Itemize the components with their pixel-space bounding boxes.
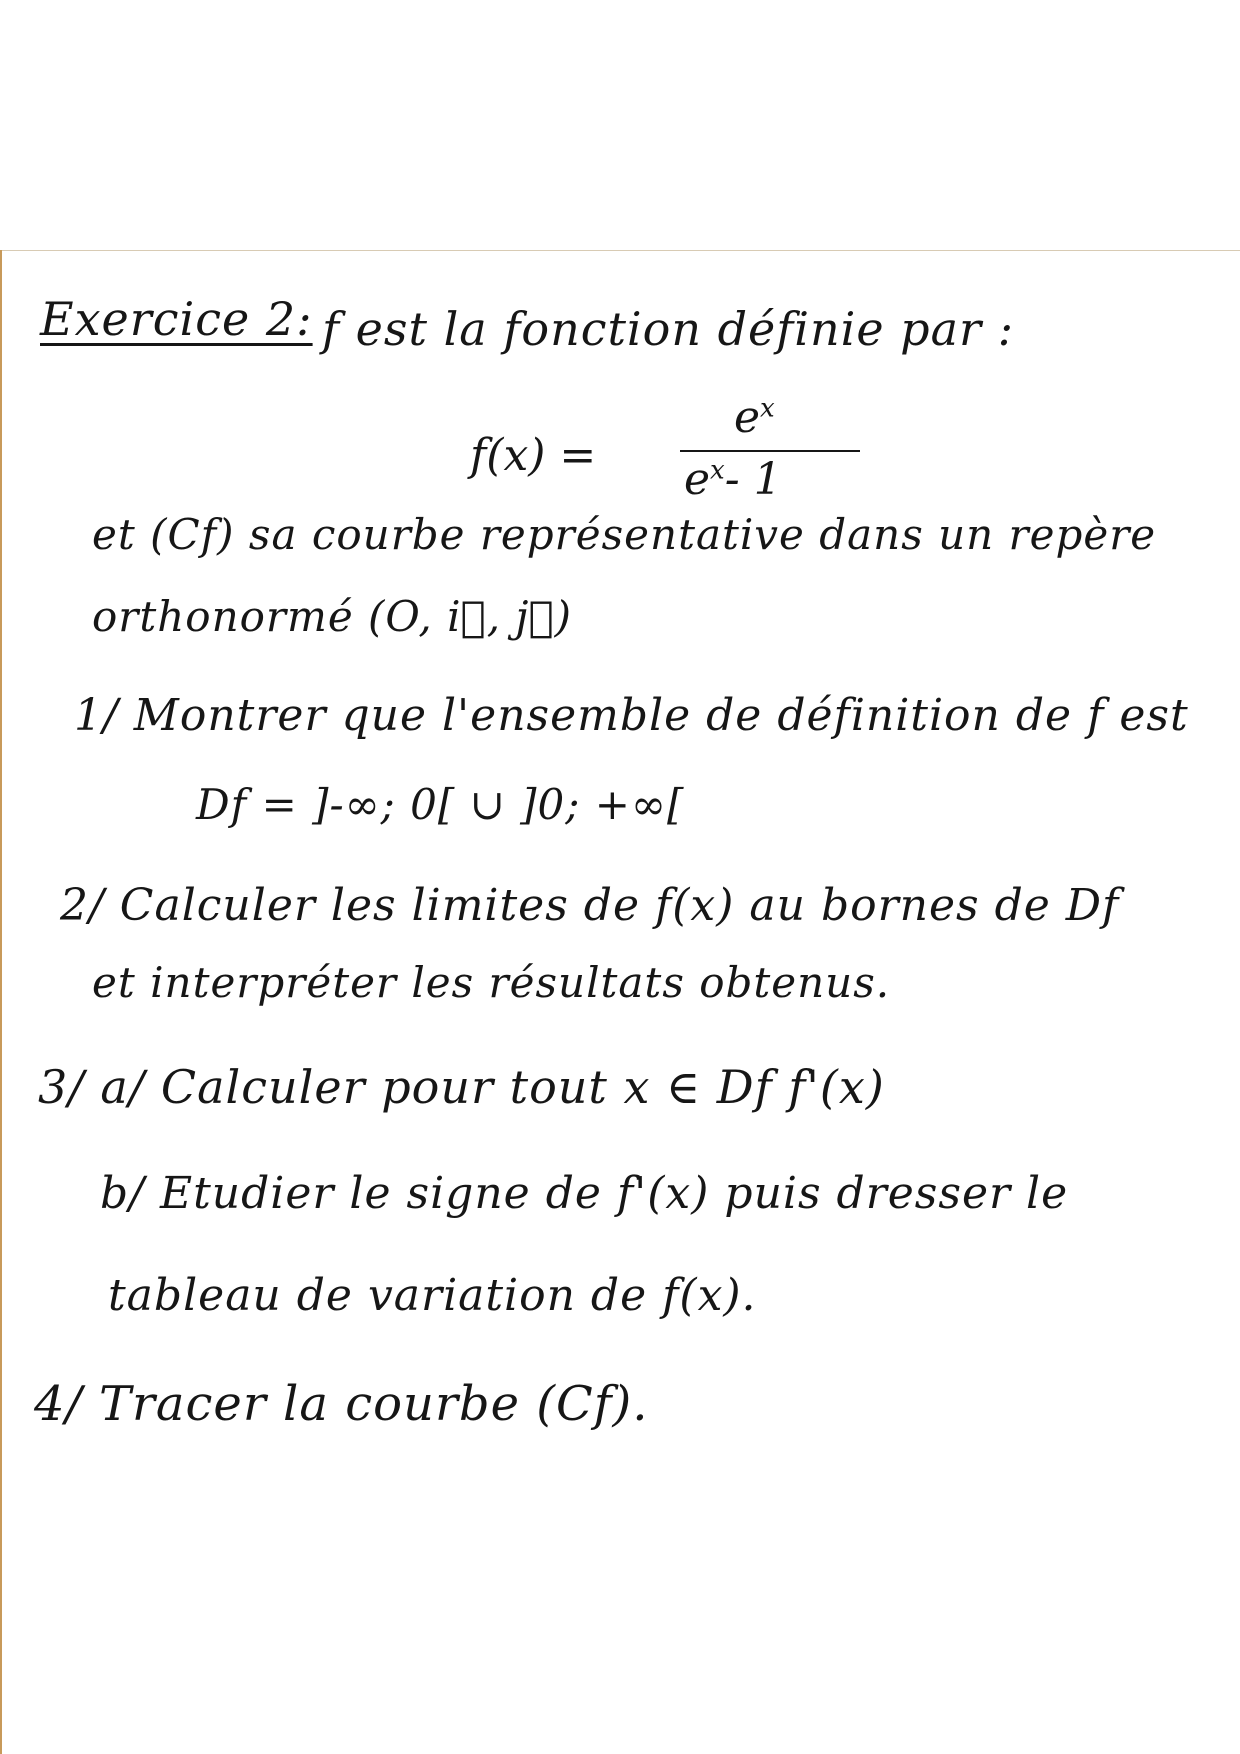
exercise-intro: f est la fonction définie par : <box>322 302 1015 356</box>
body-line-2: orthonormé (O, i⃗, j⃗) <box>92 592 573 641</box>
denominator-exponent: x <box>710 455 725 486</box>
question-2-line-2: et interpréter les résultats obtenus. <box>92 958 891 1007</box>
question-4: 4/ Tracer la courbe (Cf). <box>34 1376 649 1432</box>
numerator-exponent: x <box>760 393 775 424</box>
body-line-1: et (Cf) sa courbe représentative dans un repère <box>92 510 1157 559</box>
question-1: 1/ Montrer que l'ensemble de définition de f est <box>74 690 1189 741</box>
formula-lhs: f(x) = <box>470 430 597 481</box>
numerator-base: e <box>734 392 761 443</box>
formula-numerator <box>734 392 775 443</box>
fraction-bar <box>680 450 860 452</box>
paper-edge-left <box>0 250 2 1754</box>
question-1-domain: Df = ]-∞; 0[ ∪ ]0; +∞[ <box>196 780 685 829</box>
question-3a: 3/ a/ Calculer pour tout x ∈ Df f'(x) <box>38 1060 885 1114</box>
function-formula <box>470 392 870 512</box>
question-3b-line-2: tableau de variation de f(x). <box>108 1270 757 1321</box>
exercise-heading: Exercice 2: <box>40 292 313 346</box>
paper-edge <box>0 250 1240 251</box>
denominator-base: e <box>684 454 711 505</box>
question-2-line-1: 2/ Calculer les limites de f(x) au bornes de Df <box>60 880 1120 931</box>
denominator-rest: - 1 <box>724 454 782 505</box>
formula-denominator <box>684 454 782 505</box>
question-3b-line-1: b/ Etudier le signe de f'(x) puis dresser le <box>100 1168 1069 1219</box>
